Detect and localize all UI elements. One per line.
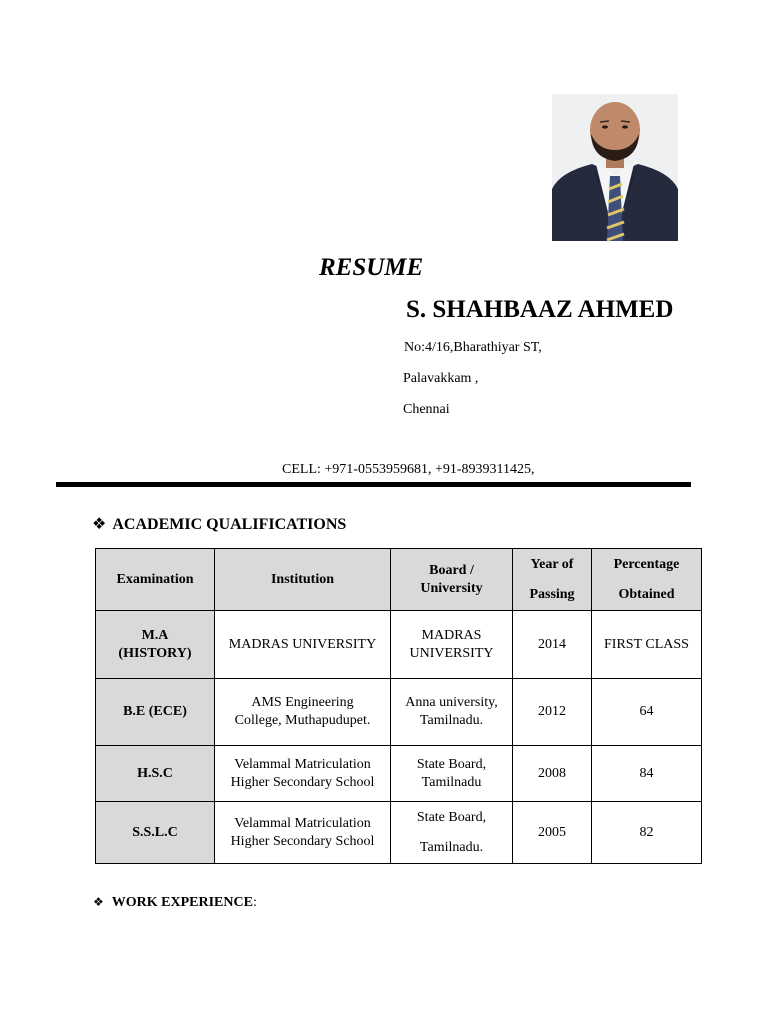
board-line1: Anna university, [405, 695, 498, 710]
year-cell: 2005 [513, 802, 592, 864]
cell-phone-numbers: CELL: +971-0553959681, +91-8939311425, [282, 462, 535, 477]
result-cell: FIRST CLASS [592, 611, 702, 679]
year-cell: 2014 [513, 611, 592, 679]
board-cell [391, 746, 513, 802]
academic-qualifications-table [95, 548, 702, 864]
exam-line1: H.S.C [137, 765, 173, 781]
exam-line1: S.S.L.C [132, 824, 178, 840]
academic-qualifications-heading [92, 514, 346, 534]
institution-cell [215, 611, 391, 679]
result-cell: 64 [592, 679, 702, 746]
table-row [96, 746, 702, 802]
institution-line2: Higher Secondary School [230, 774, 375, 790]
candidate-name: S. SHAHBAAZ AHMED [406, 296, 674, 323]
address-line-1: No:4/16,Bharathiyar ST, [404, 340, 542, 355]
year-cell: 2012 [513, 679, 592, 746]
exam-cell [96, 679, 215, 746]
institution-line1: MADRAS UNIVERSITY [228, 636, 377, 652]
address-line-3: Chennai [403, 402, 450, 417]
institution-cell [215, 746, 391, 802]
table-row [96, 611, 702, 679]
header-institution: Institution [215, 549, 391, 611]
table-row [96, 679, 702, 746]
header-examination: Examination [96, 549, 215, 611]
profile-photo [552, 94, 678, 241]
academic-heading-text: ACADEMIC QUALIFICATIONS [112, 516, 347, 533]
board-cell [391, 802, 513, 864]
header-pct-line1: Percentage [613, 556, 680, 572]
diamond-bullet-icon: ❖ [92, 514, 107, 533]
address-line-2: Palavakkam , [403, 371, 479, 386]
header-board-university [391, 549, 513, 611]
header-pct-line2: Obtained [618, 586, 675, 602]
institution-line1: Velammal Matriculation [234, 815, 371, 831]
table-header-row [96, 549, 702, 611]
institution-line1: AMS Engineering [251, 695, 354, 710]
result-cell: 84 [592, 746, 702, 802]
board-line2: Tamilnadu. [419, 839, 484, 855]
work-experience-heading [93, 895, 257, 911]
header-board-line1: Board / [429, 562, 474, 578]
institution-cell [215, 802, 391, 864]
exam-cell [96, 746, 215, 802]
diamond-bullet-icon: ❖ [93, 895, 104, 909]
resume-title: RESUME [319, 254, 424, 281]
institution-cell [215, 679, 391, 746]
header-year-line1: Year of [530, 556, 574, 572]
board-line1: State Board, [416, 809, 487, 825]
header-year-of-passing [513, 549, 592, 611]
header-divider [56, 482, 691, 487]
exam-line1: B.E (ECE) [123, 704, 187, 719]
work-heading-text: WORK EXPERIENCE [111, 895, 253, 910]
table-row [96, 802, 702, 864]
header-year-line2: Passing [529, 586, 575, 602]
institution-line2: Higher Secondary School [230, 833, 375, 849]
institution-line1: Velammal Matriculation [234, 756, 371, 772]
exam-cell [96, 802, 215, 864]
board-line1: MADRAS [421, 627, 482, 643]
exam-line1: M.A [141, 627, 169, 643]
institution-line2: College, Muthapudupet. [234, 713, 371, 728]
result-cell: 82 [592, 802, 702, 864]
board-line1: State Board, [416, 756, 487, 772]
year-cell: 2008 [513, 746, 592, 802]
board-line2: Tamilnadu [421, 774, 482, 790]
header-board-line2: University [420, 580, 483, 596]
board-line2: UNIVERSITY [409, 645, 494, 661]
board-cell [391, 679, 513, 746]
board-cell [391, 611, 513, 679]
board-line2: Tamilnadu. [419, 713, 484, 728]
exam-line2: (HISTORY) [118, 645, 192, 661]
exam-cell [96, 611, 215, 679]
header-percentage-obtained [592, 549, 702, 611]
work-heading-colon: : [252, 895, 257, 910]
